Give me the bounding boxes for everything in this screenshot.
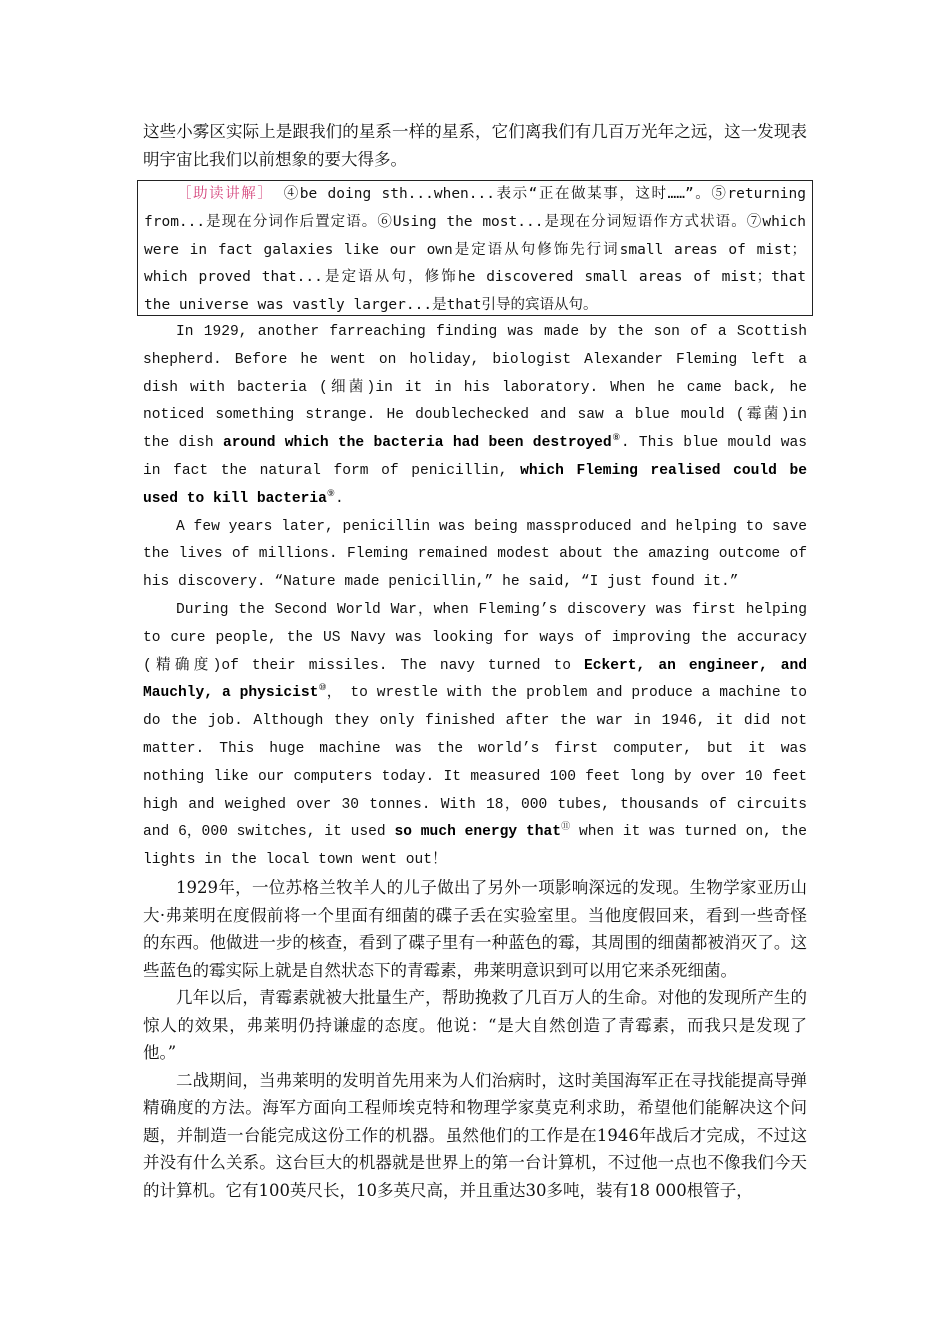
reading-note-box [137, 180, 813, 316]
chinese-translation [143, 874, 807, 1204]
para3-marker-2: ⑪ [561, 822, 571, 833]
para1-text-d: . [335, 490, 344, 507]
cn-paragraph-2: 几年以后，青霉素就被大批量生产，帮助挽救了几百万人的生命。对他的发现所产生的惊人的效果，弗莱明仍持谦虚的态度。他说：“是大自然创造了青霉素，而我只是发现了他。” [143, 988, 807, 1062]
english-paragraph-2: A few years later, penicillin was being massproduced and helping to save the lives of millions. Fleming remained modest about the amazing outcome of his discovery. “Nature made penicillin,” he said, “I just found it.” [143, 518, 807, 591]
english-paragraph-1 [143, 319, 807, 514]
para3-text-d: when it was turned on, the lights in the local town went out！ [143, 824, 807, 869]
para3-text-a: During the Second World War，when Fleming’s discovery was first helping to cure people, the US Navy was looking for ways of improving the accuracy (精确度)of their missiles. The navy turned to [143, 601, 807, 674]
para1-marker-2: ⑨ [326, 488, 335, 499]
cn-paragraph-1: 1929年，一位苏格兰牧羊人的儿子做出了另外一项影响深远的发现。生物学家亚历山大·弗莱明在度假前将一个里面有细菌的碟子丢在实验室里。当他度假回来，看到一些奇怪的东西。他做进一步的核查，看到了碟子里有一种蓝色的霉，其周围的细菌都被消灭了。这些蓝色的霉实际上就是自然状态下的青霉素，弗莱明意识到可以用它来杀死细菌。 [143, 878, 807, 980]
para3-bold-1: Eckert, an engineer, and Mauchly, a physicist [143, 657, 807, 702]
para1-text-c: . This blue mould was in fact the natural form of penicillin, [143, 435, 807, 479]
para1-marker-1: ⑧ [611, 433, 621, 444]
para3-marker-1: ⑩ [318, 683, 327, 694]
english-paragraph-3 [143, 597, 807, 875]
para3-bold-2: so much energy that [394, 824, 562, 841]
cn-paragraph-3: 二战期间，当弗莱明的发明首先用来为人们治病时，这时美国海军正在寻找能提高导弹精确度的方法。海军方面向工程师埃克特和物理学家莫克利求助，希望他们能解决这个问题，并制造一台能完成这份工作的机器。虽然他们的工作是在1946年战后才完成，不过这并没有什么关系。这台巨大的机器就是世界上的第一台计算机，不过他一点也不像我们今天的计算机。它有100英尺长，10多英尺高，并且重达30多吨，装有18 000根管子， [143, 1070, 807, 1200]
para1-bold-2: which Fleming realised could be used to kill bacteria [143, 462, 807, 507]
note-tag: ［助读讲解］ [177, 186, 274, 202]
para1-bold-1: around which the bacteria had been destroyed [222, 435, 612, 452]
reading-note-paragraph [144, 181, 806, 320]
english-passage [143, 319, 807, 875]
intro-paragraph: 这些小雾区实际上是跟我们的星系一样的星系，它们离我们有几百万光年之远，这一发现表明宇宙比我们以前想象的要大得多。 [143, 122, 807, 169]
note-text: ④be doing sth...when...表示“正在做某事，这时……”。⑤returning from...是现在分词作后置定语。⑥Using the most...是现在分词短语作方式状语。⑦which were in fact galaxies like our own是定语从句修饰先行词small areas of mist；which proved that...是定语从句，修饰he discovered small areas of mist；that the universe was vastly larger...是that引导的宾语从句。 [144, 186, 806, 314]
para3-text-c: ， to wrestle with the problem and produce a machine to do the job. Although they only finished after the war in 1946, it did not matter. This huge machine was the world’s first computer, but it was nothing like our computers today. It measured 100 feet long by over 10 feet high and weighed over 30 tonnes. With 18，000 tubes, thousands of circuits and 6，000 switches, it used [143, 685, 807, 841]
intro-translation [143, 118, 807, 173]
para1-text-a: In 1929, another farreaching finding was made by the son of a Scottish shepherd. Before he went on holiday, biologist Alexander Fleming left a dish with bacteria (细菌)in it in his laboratory. When he came back, he noticed something strange. He doublechecked and saw a blue mould (霉菌)in the dish [143, 324, 807, 452]
